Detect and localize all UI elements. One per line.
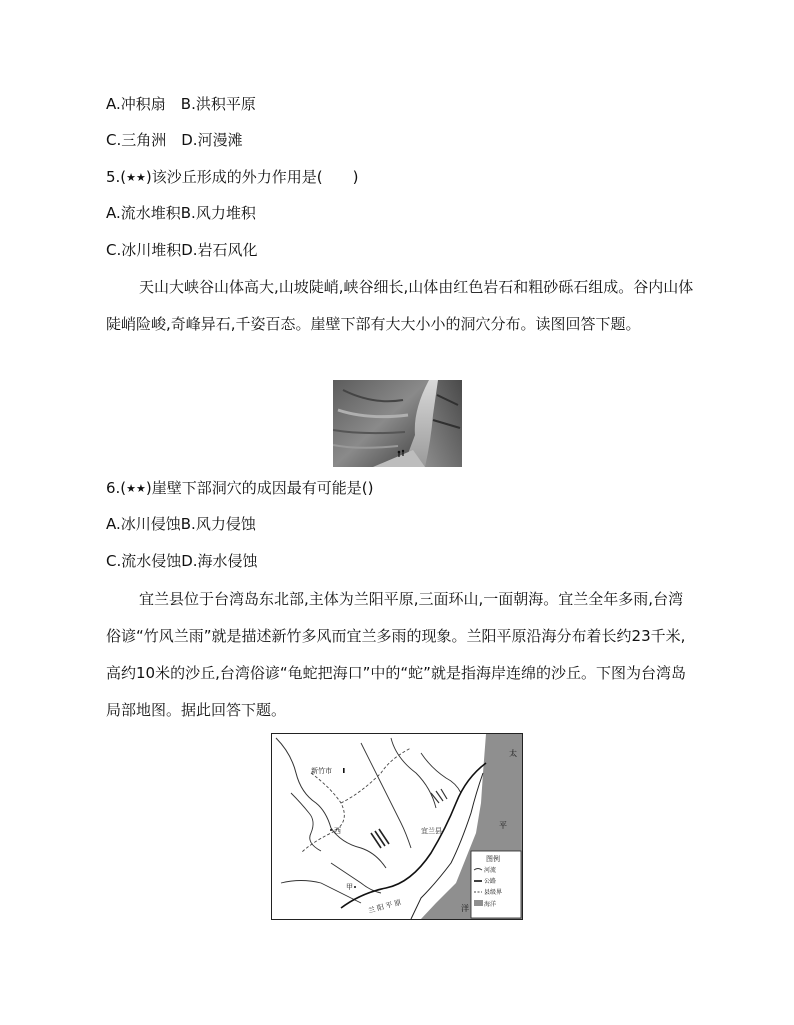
legend-border: 县级界 <box>484 890 503 896</box>
passage-yilan: 宜兰县位于台湾岛东北部,主体为兰阳平原,三面环山,一面朝海。宜兰全年多雨,台湾俗谚“竹风兰雨”就是描述新竹多风而宜兰多雨的现象。兰阳平原沿海分布着长约23千米,高约10米的沙丘,台湾俗谚“龟蛇把海口”中的“蛇”就是指海岸连绵的沙丘。下图为台湾岛局部地图。据此回答下题。 <box>106 590 686 719</box>
legend-road: 公路 <box>484 879 497 885</box>
q6-stem <box>106 478 373 499</box>
legend-ocean: 海洋 <box>484 902 497 908</box>
q5-number: 5.( <box>106 168 127 186</box>
taiwan-map <box>271 733 523 920</box>
q4-options-row-2 <box>106 130 243 150</box>
label-jia: 甲 <box>346 884 353 891</box>
q6-options-cd: C.流水侵蚀D.海水侵蚀 <box>106 552 258 570</box>
canyon-photo <box>333 380 462 467</box>
q6-number: 6.( <box>106 479 127 497</box>
legend-river: 河流 <box>484 868 497 874</box>
label-xi: 西 <box>334 828 341 835</box>
q5-stem <box>106 167 358 188</box>
legend-title: 图例 <box>486 856 500 863</box>
label-yilan-county: 宜兰县 <box>421 828 442 835</box>
q6-difficulty-stars: ★★ <box>126 482 146 495</box>
passage-tianshan: 天山大峡谷山体高大,山坡陡峭,峡谷细长,山体由红色岩石和粗砂砾石组成。谷内山体陡峭险峻,奇峰异石,千姿百态。崖壁下部有大大小小的洞穴分布。读图回答下题。 <box>106 278 694 333</box>
label-yang: 洋 <box>461 904 469 913</box>
q4-option-a: A.冲积扇 <box>106 95 166 113</box>
q4-options-row-1 <box>106 94 256 114</box>
q5-options-ab: A.流水堆积B.风力堆积 <box>106 204 256 222</box>
label-lanyang-plain: 兰 阳 平 原 <box>367 899 403 915</box>
q6-options-ab: A.冰川侵蚀B.风力侵蚀 <box>106 515 256 533</box>
q5-difficulty-stars: ★★ <box>126 171 146 184</box>
q5-options-cd: C.冰川堆积D.岩石风化 <box>106 241 258 259</box>
q4-option-c: C.三角洲 <box>106 131 167 149</box>
q5-text: )该沙丘形成的外力作用是( ) <box>145 168 359 186</box>
map-legend <box>471 851 521 918</box>
label-ping: 平 <box>499 821 507 830</box>
label-tai: 太 <box>509 749 517 758</box>
q4-option-b: B.洪积平原 <box>180 95 256 113</box>
q4-option-d: D.河漫滩 <box>181 131 243 149</box>
label-xinzhu: 新竹市 <box>311 768 332 775</box>
q6-text: )崖壁下部洞穴的成因最有可能是() <box>145 479 374 497</box>
